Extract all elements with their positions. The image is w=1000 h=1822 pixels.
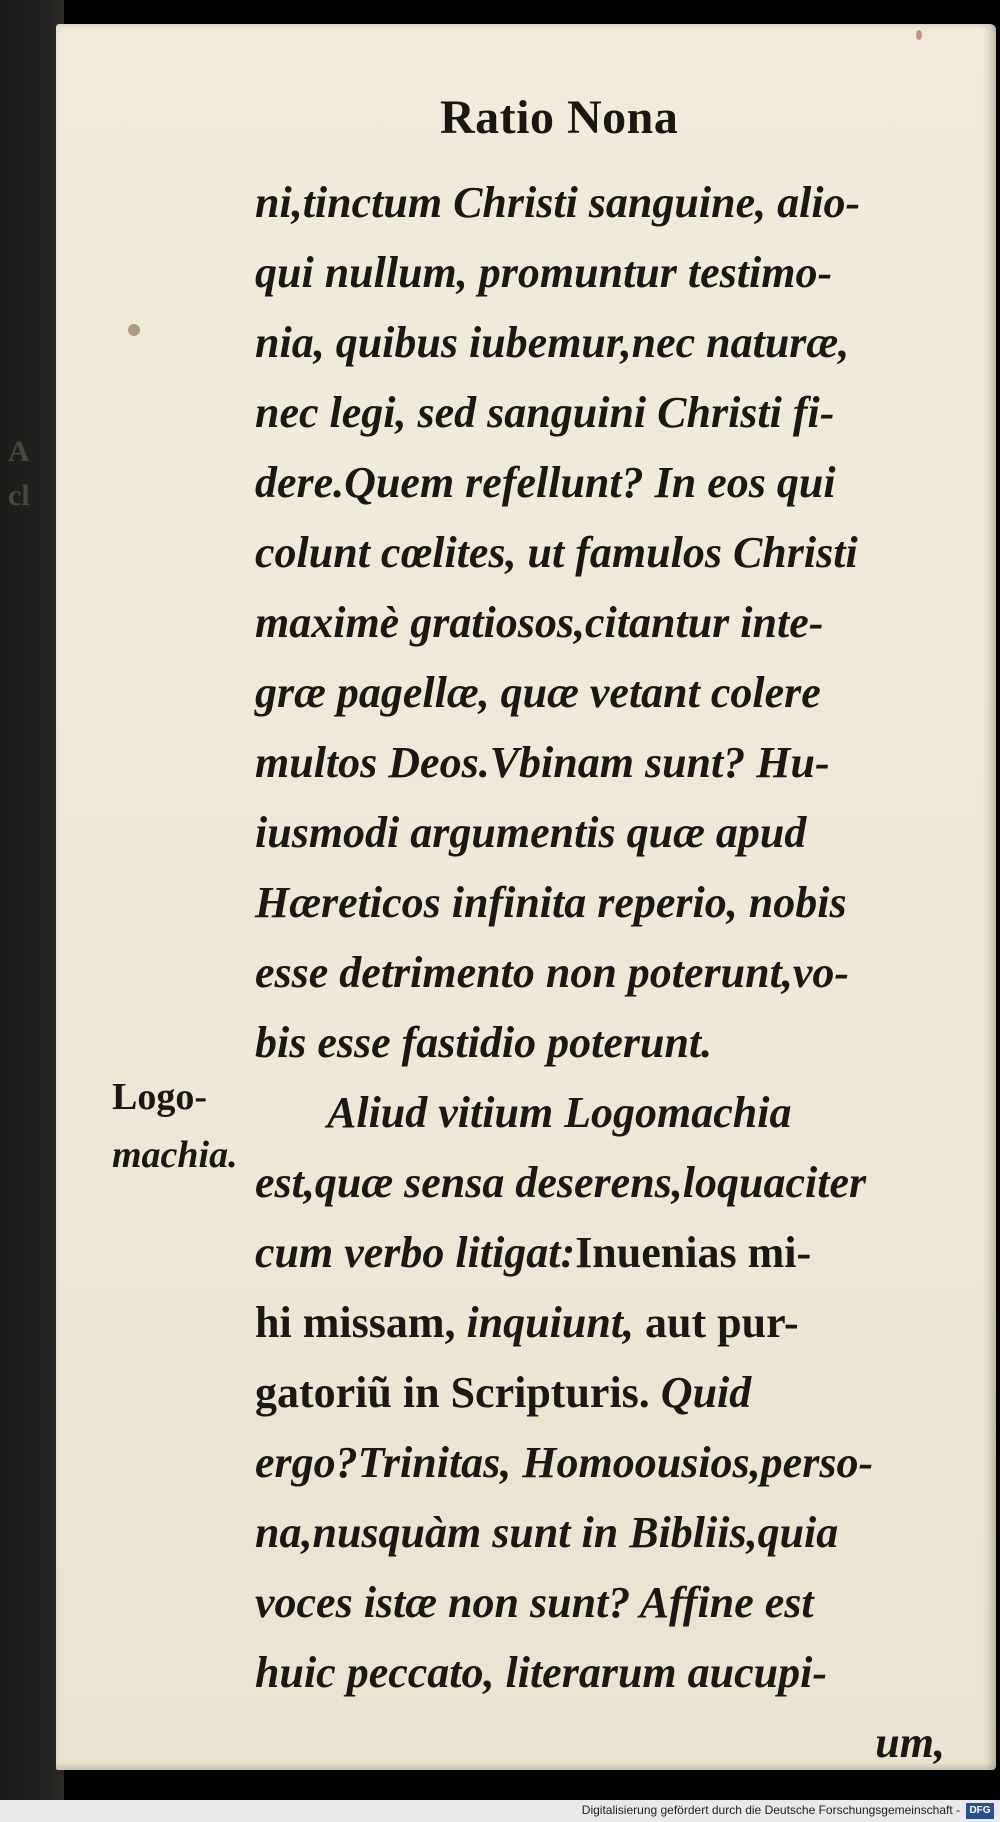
text-line: est,quæ sensa deserens,loquaciter (255, 1158, 867, 1207)
text-line: nec legi, sed sanguini Christi fi- (255, 388, 835, 437)
text-span-italic: Quid (660, 1368, 752, 1417)
text-line: esse detrimento non poterunt,vo- (255, 948, 850, 997)
paper-stain (916, 30, 922, 40)
underlying-page-edge (8, 430, 58, 550)
marginal-note-line: machia. (112, 1134, 238, 1176)
text-line: qui nullum, promuntur testimo- (255, 248, 833, 297)
underlying-glyph: cl (8, 479, 30, 512)
text-span-roman: Inuenias mi- (575, 1228, 812, 1277)
book-binding-edge (0, 0, 64, 1822)
marginal-note-line: Logo- (112, 1076, 207, 1118)
text-line: ni,tinctum Christi sanguine, alio- (255, 178, 861, 227)
text-line: colunt cœlites, ut famulos Christi (255, 528, 858, 577)
underlying-glyph: A (8, 435, 30, 468)
text-line: maximè gratiosos,citantur inte- (255, 598, 824, 647)
text-span: Aliud vitium Logomachia (327, 1088, 792, 1137)
mixed-text-line (255, 1358, 955, 1428)
text-span-italic: inquiunt, (466, 1298, 635, 1347)
text-line: iusmodi argumentis quæ apud (255, 808, 807, 857)
text-line: bis esse fastidio poterunt. (255, 1018, 713, 1067)
catchword: um, (875, 1718, 945, 1767)
text-span-roman: gatoriũ in Scripturis. (255, 1368, 650, 1417)
text-line: nia, quibus iubemur,nec naturæ, (255, 318, 850, 367)
text-span-roman: hi missam, (255, 1298, 456, 1347)
mixed-text-line (255, 1288, 955, 1358)
mixed-text-line (255, 1218, 955, 1288)
text-line: na,nusquàm sunt in Bibliis,quia (255, 1508, 839, 1557)
paper-stain (128, 324, 140, 336)
text-line: Hæreticos infinita reperio, nobis (255, 878, 847, 927)
digitization-credit: Digitalisierung gefördert durch die Deutsche Forschungsgemeinschaft - (581, 1803, 960, 1817)
text-line: dere.Quem refellunt? In eos qui (255, 458, 836, 507)
paragraph-start-line (255, 1078, 955, 1148)
running-head: Ratio Nona (440, 91, 679, 144)
text-span-roman: aut pur- (645, 1298, 799, 1347)
dfg-logo: DFG (966, 1803, 994, 1819)
text-line: græ pagellæ, quæ vetant colere (255, 668, 821, 717)
marginal-note (112, 1068, 272, 1184)
text-span-italic: cum verbo litigat: (255, 1228, 576, 1277)
text-line: ergo?Trinitas, Homoousios,perso- (255, 1438, 874, 1487)
text-line: huic peccato, literarum aucupi- (255, 1648, 827, 1697)
main-text-block (255, 168, 955, 1778)
text-line: voces istæ non sunt? Affine est (255, 1578, 814, 1627)
text-line: multos Deos.Vbinam sunt? Hu- (255, 738, 830, 787)
